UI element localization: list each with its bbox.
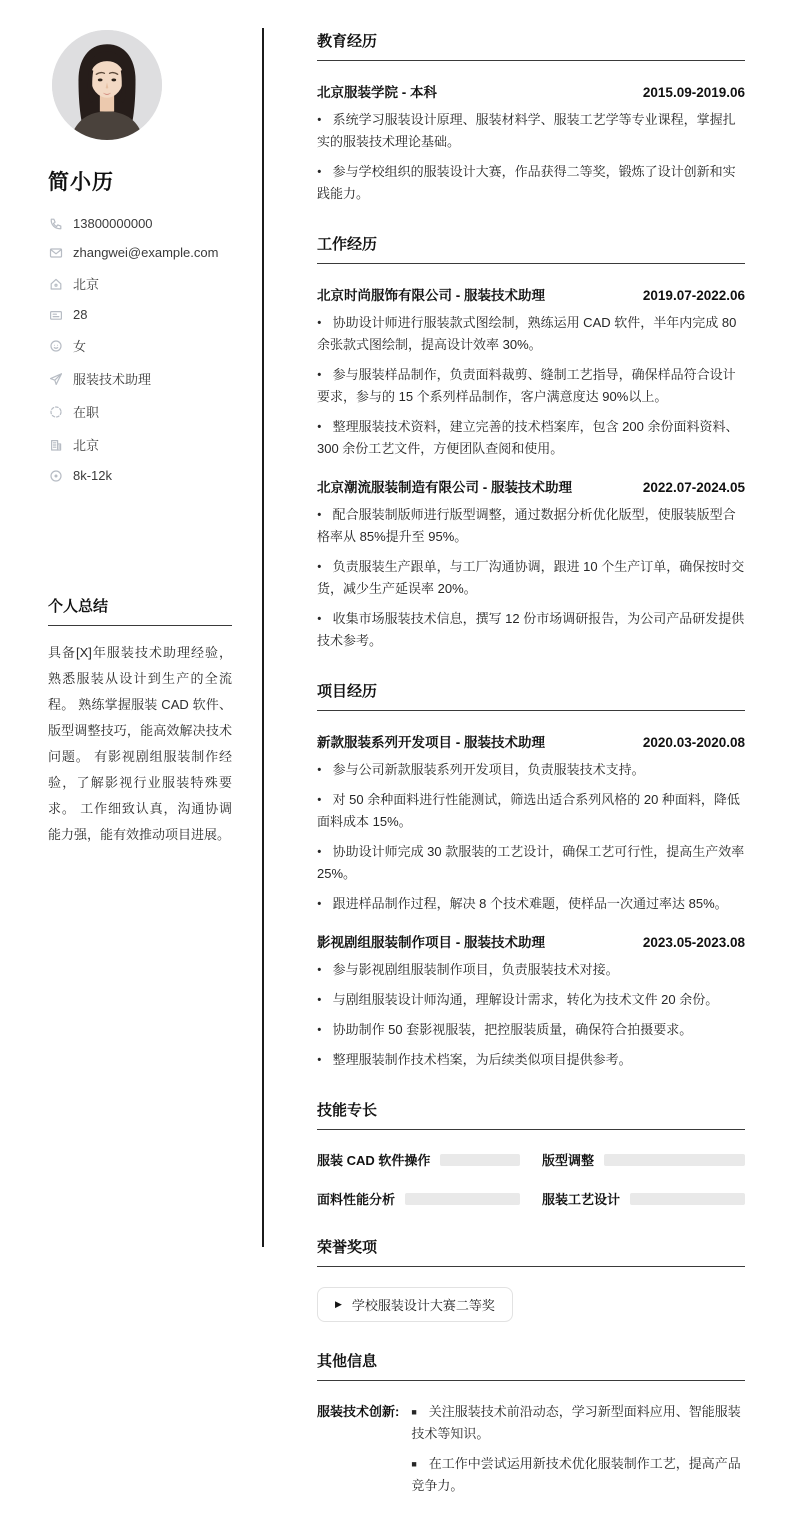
skill-item bbox=[317, 1150, 520, 1169]
contact-value: 北京 bbox=[73, 277, 100, 292]
contact-item-gender bbox=[48, 336, 232, 355]
contact-item-location bbox=[48, 274, 232, 293]
bullet-item: • 系统学习服装设计原理、服装材料学、服装工艺学等专业课程，掌握扎实的服装技术理论基础。 bbox=[317, 112, 736, 149]
contact-item-city bbox=[48, 435, 232, 454]
contact-value: zhangwei@example.com bbox=[73, 245, 219, 260]
skill-bar bbox=[440, 1154, 520, 1166]
section-other bbox=[317, 1350, 745, 1505]
bullet-dot: • bbox=[317, 315, 322, 330]
entry-title: 北京潮流服装制造有限公司 - 服装技术助理 bbox=[317, 480, 572, 495]
bullet-item: • 协助制作 50 套影视服装，把控服装质量，确保符合拍摄要求。 bbox=[317, 1019, 745, 1041]
bullet-item: • 参与公司新款服装系列开发项目，负责服装技术支持。 bbox=[317, 759, 745, 781]
section-title: 其他信息 bbox=[317, 1350, 745, 1381]
bullet-dot: • bbox=[317, 896, 322, 911]
skill-item bbox=[317, 1189, 520, 1208]
bullet-dot: • bbox=[317, 1022, 322, 1037]
other-label: 服装技术创新: bbox=[317, 1404, 400, 1419]
section-skills bbox=[317, 1099, 745, 1208]
entry-title: 新款服装系列开发项目 - 服装技术助理 bbox=[317, 735, 545, 750]
play-triangle-icon: ▶ bbox=[335, 1299, 342, 1309]
summary-section bbox=[48, 595, 232, 848]
badge-row bbox=[317, 1287, 745, 1322]
skill-bar bbox=[405, 1193, 520, 1205]
bullet-item: • 对 50 余种面料进行性能测试，筛选出适合系列风格的 20 种面料，降低面料成本 15%。 bbox=[317, 792, 740, 829]
bullet-dot: • bbox=[317, 507, 322, 522]
gender-icon bbox=[48, 338, 63, 353]
contact-value: 北京 bbox=[73, 438, 100, 453]
entry-title: 北京服装学院 - 本科 bbox=[317, 85, 437, 100]
main-column bbox=[317, 30, 745, 1533]
section-projects bbox=[317, 680, 745, 1071]
mail-icon bbox=[48, 245, 63, 260]
sidebar bbox=[48, 30, 232, 848]
contact-value: 8k-12k bbox=[73, 468, 113, 483]
honor-badge bbox=[317, 1287, 513, 1322]
bullet-dot: • bbox=[317, 112, 322, 127]
contact-item-age bbox=[48, 307, 232, 322]
contact-item-salary bbox=[48, 468, 232, 483]
bullet-dot: • bbox=[317, 611, 322, 626]
entry-date: 2015.09-2019.06 bbox=[642, 85, 745, 100]
contact-value: 13800000000 bbox=[73, 216, 153, 231]
entry-date: 2022.07-2024.05 bbox=[642, 480, 745, 495]
bullet-item: • 收集市场服装技术信息，撰写 12 份市场调研报告，为公司产品研发提供技术参考。 bbox=[317, 611, 745, 648]
skill-bar bbox=[630, 1193, 745, 1205]
salary-icon bbox=[48, 468, 63, 483]
status-icon bbox=[48, 404, 63, 419]
contact-value: 服装技术助理 bbox=[73, 372, 152, 387]
skill-item bbox=[542, 1189, 745, 1208]
skill-label: 面料性能分析 bbox=[317, 1192, 396, 1207]
bullet-item: • 负责服装生产跟单，与工厂沟通协调，跟进 10 个生产订单，确保按时交货，减少生产延误率 20%。 bbox=[317, 559, 745, 596]
entry-date: 2023.05-2023.08 bbox=[642, 935, 745, 950]
contact-item-status bbox=[48, 402, 232, 421]
bullet-item: • 整理服装制作技术档案，为后续类似项目提供参考。 bbox=[317, 1049, 745, 1071]
bullet-dot: • bbox=[317, 367, 322, 382]
bullet-item: ■ 关注服装技术前沿动态，学习新型面料应用、智能服装技术等知识。 bbox=[411, 1401, 745, 1445]
bullet-item: • 整理服装技术资料，建立完善的技术档案库，包含 200 余份面料资料、300 余份工艺文件，方便团队查阅和使用。 bbox=[317, 419, 739, 456]
section-title: 工作经历 bbox=[317, 233, 745, 264]
avatar bbox=[52, 30, 162, 140]
section-honors bbox=[317, 1236, 745, 1322]
entry-date: 2019.07-2022.06 bbox=[642, 288, 745, 303]
education-entry bbox=[317, 81, 745, 205]
home-icon bbox=[48, 276, 63, 291]
skill-label: 版型调整 bbox=[542, 1153, 595, 1168]
section-title: 技能专长 bbox=[317, 1099, 745, 1130]
contact-value: 28 bbox=[73, 307, 88, 322]
entry-title: 北京时尚服饰有限公司 - 服装技术助理 bbox=[317, 288, 545, 303]
section-work bbox=[317, 233, 745, 652]
bullet-dot: • bbox=[317, 762, 322, 777]
section-title: 项目经历 bbox=[317, 680, 745, 711]
work-entry bbox=[317, 284, 745, 460]
badge-label: 学校服装设计大赛二等奖 bbox=[351, 1298, 495, 1313]
bullet-square: ■ bbox=[411, 1459, 417, 1469]
skills-grid bbox=[317, 1150, 745, 1208]
skill-label: 服装 CAD 软件操作 bbox=[317, 1153, 431, 1168]
contact-item-phone bbox=[48, 216, 232, 231]
section-title: 教育经历 bbox=[317, 30, 745, 61]
bullet-item: • 跟进样品制作过程，解决 8 个技术难题，使样品一次通过率达 85%。 bbox=[317, 893, 745, 915]
job-icon bbox=[48, 371, 63, 386]
entry-title: 影视剧组服装制作项目 - 服装技术助理 bbox=[317, 935, 545, 950]
summary-title: 个人总结 bbox=[48, 595, 232, 626]
bullet-square: ■ bbox=[411, 1407, 417, 1417]
person-name: 简小历 bbox=[48, 171, 114, 194]
column-divider bbox=[262, 28, 264, 1247]
phone-icon bbox=[48, 216, 63, 231]
bullet-item: • 配合服装制版师进行版型调整，通过数据分析优化版型，使服装版型合格率从 85%提升至 95%。 bbox=[317, 507, 736, 544]
work-entry bbox=[317, 476, 745, 652]
bullet-dot: • bbox=[317, 164, 322, 179]
skill-bar bbox=[604, 1154, 745, 1166]
bullet-dot: • bbox=[317, 992, 322, 1007]
bullet-dot: • bbox=[317, 559, 322, 574]
section-education bbox=[317, 30, 745, 205]
bullet-item: • 与剧组服装设计师沟通，理解设计需求，转化为技术文件 20 余份。 bbox=[317, 989, 745, 1011]
other-bullet-list bbox=[411, 1401, 745, 1505]
bullet-item: • 协助设计师进行服装款式图绘制，熟练运用 CAD 软件，半年内完成 80 余张款式图绘制，提高设计效率 30%。 bbox=[317, 315, 737, 352]
other-info-row bbox=[317, 1401, 745, 1505]
portrait-illustration bbox=[52, 30, 162, 140]
contact-value: 在职 bbox=[73, 405, 100, 420]
bullet-item: • 协助设计师完成 30 款服装的工艺设计，确保工艺可行性，提高生产效率 25%。 bbox=[317, 844, 745, 881]
bullet-dot: • bbox=[317, 792, 322, 807]
age-icon bbox=[48, 307, 63, 322]
bullet-item: • 参与影视剧组服装制作项目，负责服装技术对接。 bbox=[317, 959, 745, 981]
bullet-item: ■ 在工作中尝试运用新技术优化服装制作工艺，提高产品竞争力。 bbox=[411, 1453, 745, 1497]
contact-list bbox=[48, 216, 232, 483]
entry-date: 2020.03-2020.08 bbox=[642, 735, 745, 750]
bullet-item: • 参与学校组织的服装设计大赛，作品获得二等奖，锻炼了设计创新和实践能力。 bbox=[317, 164, 736, 201]
skill-label: 服装工艺设计 bbox=[542, 1192, 621, 1207]
summary-text: 具备[X]年服装技术助理经验，熟悉服装从设计到生产的全流程。 熟练掌握服装 CAD 软件、版型调整技巧，能高效解决技术问题。 有影视剧组服装制作经验，了解影视行业服装特殊要求。 工作细致认真，沟通协调能力强，能有效推动项目进展。 bbox=[48, 645, 232, 842]
project-entry bbox=[317, 731, 745, 915]
contact-value: 女 bbox=[73, 339, 87, 354]
contact-item-email bbox=[48, 245, 232, 260]
section-title: 荣誉奖项 bbox=[317, 1236, 745, 1267]
project-entry bbox=[317, 931, 745, 1071]
contact-item-position bbox=[48, 369, 232, 388]
bullet-dot: • bbox=[317, 962, 322, 977]
bullet-dot: • bbox=[317, 419, 322, 434]
bullet-dot: • bbox=[317, 1052, 322, 1067]
bullet-item: • 参与服装样品制作，负责面料裁剪、缝制工艺指导，确保样品符合设计要求，参与的 15 个系列样品制作，客户满意度达 90%以上。 bbox=[317, 367, 736, 404]
city-icon bbox=[48, 437, 63, 452]
skill-item bbox=[542, 1150, 745, 1169]
bullet-dot: • bbox=[317, 844, 322, 859]
